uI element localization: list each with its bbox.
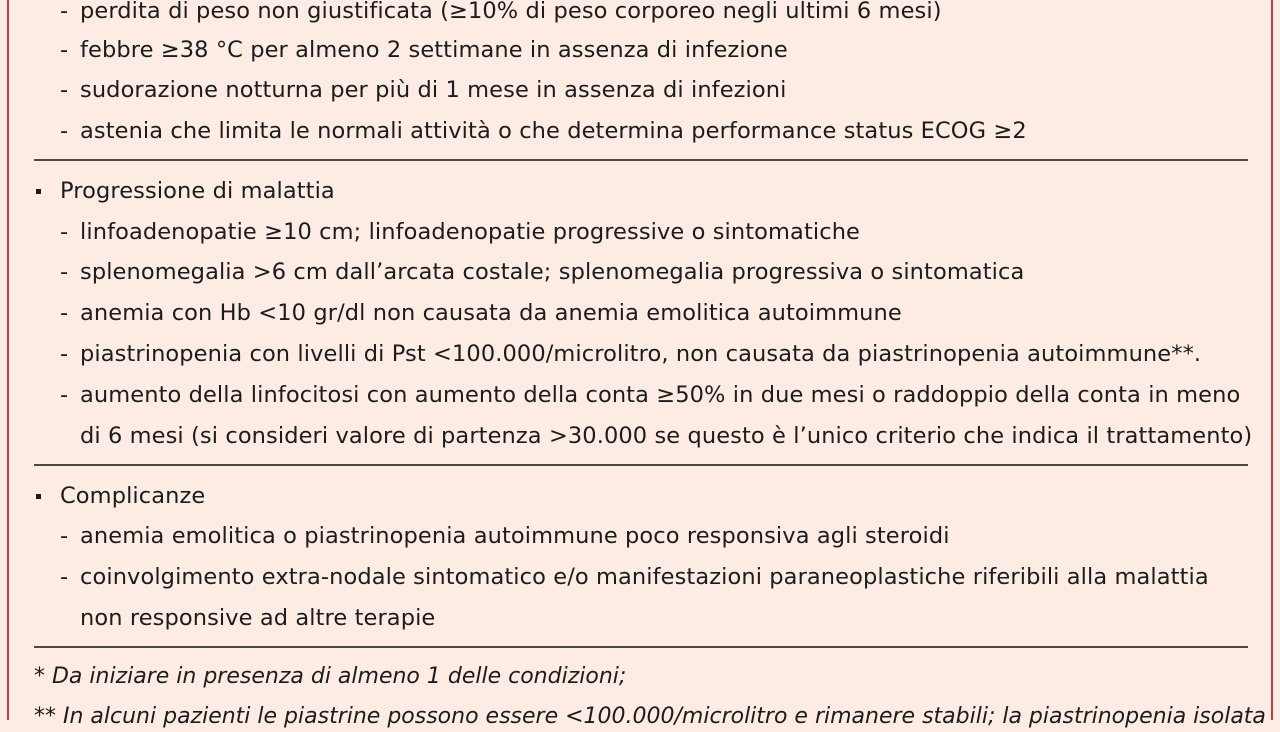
list-item: anemia emolitica o piastrinopenia autoimmune poco responsiva agli steroidi <box>80 523 950 549</box>
list-item: coinvolgimento extra-nodale sintomatico e/o manifestazioni paraneoplastiche riferibili alla malattia <box>80 564 1209 590</box>
list-item: linfoadenopatie ≥10 cm; linfoadenopatie progressive o sintomatiche <box>80 219 860 245</box>
dash-marker: - <box>60 523 69 549</box>
list-item: febbre ≥38 °C per almeno 2 settimane in assenza di infezione <box>80 37 788 63</box>
dash-marker: - <box>60 382 69 408</box>
table-right-border <box>1271 0 1273 720</box>
square-bullet-icon <box>36 494 41 499</box>
section-divider <box>34 159 1248 161</box>
list-item: piastrinopenia con livelli di Pst <100.000/microlitro, non causata da piastrinopenia autoimmune**. <box>80 341 1202 367</box>
list-item: splenomegalia >6 cm dall’arcata costale; splenomegalia progressiva o sintomatica <box>80 259 1025 285</box>
list-item-continuation: non responsive ad altre terapie <box>80 605 436 631</box>
footnote: * Da iniziare in presenza di almeno 1 delle condizioni; <box>34 664 627 689</box>
dash-marker: - <box>60 77 69 103</box>
list-item: anemia con Hb <10 gr/dl non causata da anemia emolitica autoimmune <box>80 300 902 326</box>
section-title: Progressione di malattia <box>60 178 335 204</box>
dash-marker: - <box>60 259 69 285</box>
list-item: sudorazione notturna per più di 1 mese in assenza di infezioni <box>80 77 787 103</box>
dash-marker: - <box>60 341 69 367</box>
section-divider <box>34 646 1248 648</box>
footnote: ** In alcuni pazienti le piastrine possono essere <100.000/microlitro e rimanere stabili; la piastrinopenia isolata <box>34 704 1266 729</box>
list-item: astenia che limita le normali attività o che determina performance status ECOG ≥2 <box>80 118 1027 144</box>
dash-marker: - <box>60 118 69 144</box>
dash-marker: - <box>60 564 69 590</box>
list-item-continuation: di 6 mesi (si consideri valore di partenza >30.000 se questo è l’unico criterio che indica il trattamento) <box>80 423 1253 449</box>
dash-marker: - <box>60 0 69 24</box>
dash-marker: - <box>60 219 69 245</box>
section-title: Complicanze <box>60 483 206 509</box>
table-left-border <box>7 0 9 720</box>
section-divider <box>34 464 1248 466</box>
dash-marker: - <box>60 300 69 326</box>
list-item: perdita di peso non giustificata (≥10% di peso corporeo negli ultimi 6 mesi) <box>80 0 942 24</box>
list-item: aumento della linfocitosi con aumento della conta ≥50% in due mesi o raddoppio della conta in meno <box>80 382 1241 408</box>
dash-marker: - <box>60 37 69 63</box>
square-bullet-icon <box>36 189 41 194</box>
